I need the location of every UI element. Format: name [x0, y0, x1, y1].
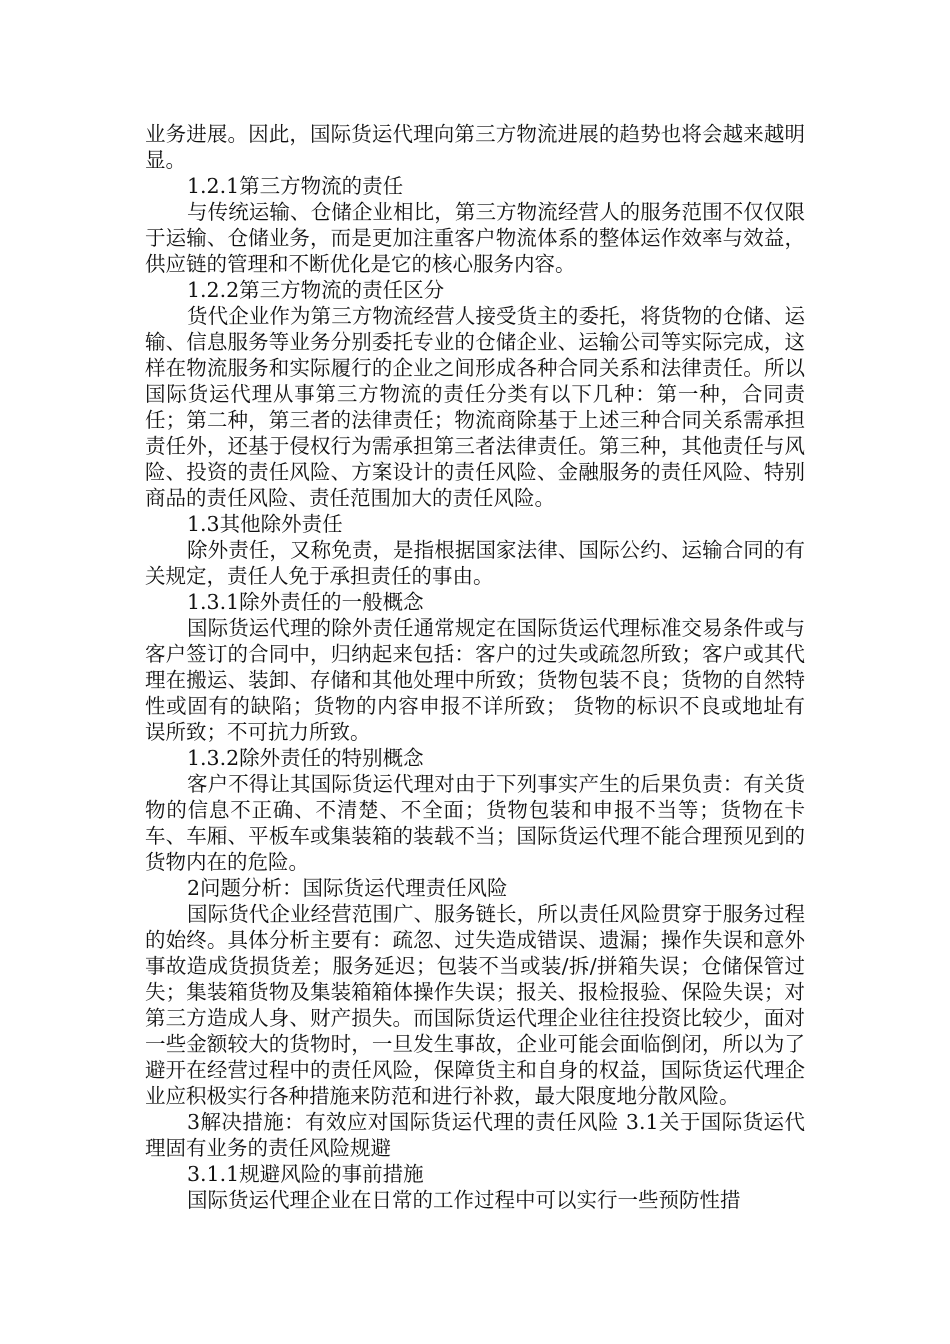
paragraph-general-exemption: 国际货运代理的除外责任通常规定在国际货运代理标准交易条件或与客户签订的合同中，归纳起来包括：客户的过失或疏忽所致；客户或其代理在搬运、装卸、存储和其他处理中所致；货物包装不良；货物的自然特性或固有的缺陷；货物的内容申报不详所致； 货物的标识不良或地址有误所致；不可抗力所致。 — [145, 616, 805, 744]
document-page — [145, 121, 805, 1213]
section-heading-3-and-3-1: 3解决措施：有效应对国际货运代理的责任风险 3.1关于国际货运代理固有业务的责任风险规避 — [145, 1110, 805, 1160]
section-heading-1-2-2: 1.2.2第三方物流的责任区分 — [187, 278, 445, 302]
section-heading-1-2-1: 1.2.1第三方物流的责任 — [187, 174, 404, 198]
section-heading-1-3: 1.3其他除外责任 — [187, 512, 343, 536]
paragraph-exemption-definition: 除外责任，又称免责，是指根据国家法律、国际公约、运输合同的有关规定，责任人免于承担责任的事由。 — [145, 538, 805, 588]
paragraph-special-exemption: 客户不得让其国际货运代理对由于下列事实产生的后果负责：有关货物的信息不正确、不清楚、不全面；货物包装和申报不当等；货物在卡车、车厢、平板车或集装箱的装载不当；国际货运代理不能合理预见到的货物内在的危险。 — [145, 772, 805, 874]
section-heading-1-3-1: 1.3.1除外责任的一般概念 — [187, 590, 424, 614]
section-heading-2: 2问题分析：国际货运代理责任风险 — [187, 876, 508, 900]
section-heading-1-3-2: 1.3.2除外责任的特别概念 — [187, 746, 424, 770]
paragraph-responsibility-classification: 货代企业作为第三方物流经营人接受货主的委托，将货物的仓储、运输、信息服务等业务分别委托专业的仓储企业、运输公司等实际完成，这样在物流服务和实际履行的企业之间形成各种合同关系和法律责任。所以国际货运代理从事第三方物流的责任分类有以下几种：第一种，合同责任；第二种，第三者的法律责任；物流商除基于上述三种合同关系需承担责任外，还基于侵权行为需承担第三者法律责任。第三种，其他责任与风险、投资的责任风险、方案设计的责任风险、金融服务的责任风险、特别商品的责任风险、责任范围加大的责任风险。 — [145, 304, 805, 510]
paragraph-continuation: 业务进展。因此，国际货运代理向第三方物流进展的趋势也将会越来越明显。 — [145, 122, 805, 172]
paragraph-third-party-logistics-responsibility: 与传统运输、仓储企业相比，第三方物流经营人的服务范围不仅仅限于运输、仓储业务，而是更加注重客户物流体系的整体运作效率与效益，供应链的管理和不断优化是它的核心服务内容。 — [145, 200, 805, 276]
section-heading-3-1-1: 3.1.1规避风险的事前措施 — [187, 1162, 424, 1186]
paragraph-risk-analysis: 国际货代企业经营范围广、服务链长，所以责任风险贯穿于服务过程的始终。具体分析主要有：疏忽、过失造成错误、遗漏；操作失误和意外事故造成货损货差；服务延迟；包装不当或装/拆/拼箱失误；仓储保管过失；集装箱货物及集装箱箱体操作失误；报关、报检报验、保险失误；对第三方造成人身、财产损失。而国际货运代理企业往往投资比较少，面对一些金额较大的货物时，一旦发生事故，企业可能会面临倒闭，所以为了避开在经营过程中的责任风险，保障货主和自身的权益，国际货运代理企业应积极实行各种措施来防范和进行补救，最大限度地分散风险。 — [145, 902, 805, 1108]
paragraph-preventive-measures: 国际货运代理企业在日常的工作过程中可以实行一些预防性措 — [187, 1188, 741, 1212]
